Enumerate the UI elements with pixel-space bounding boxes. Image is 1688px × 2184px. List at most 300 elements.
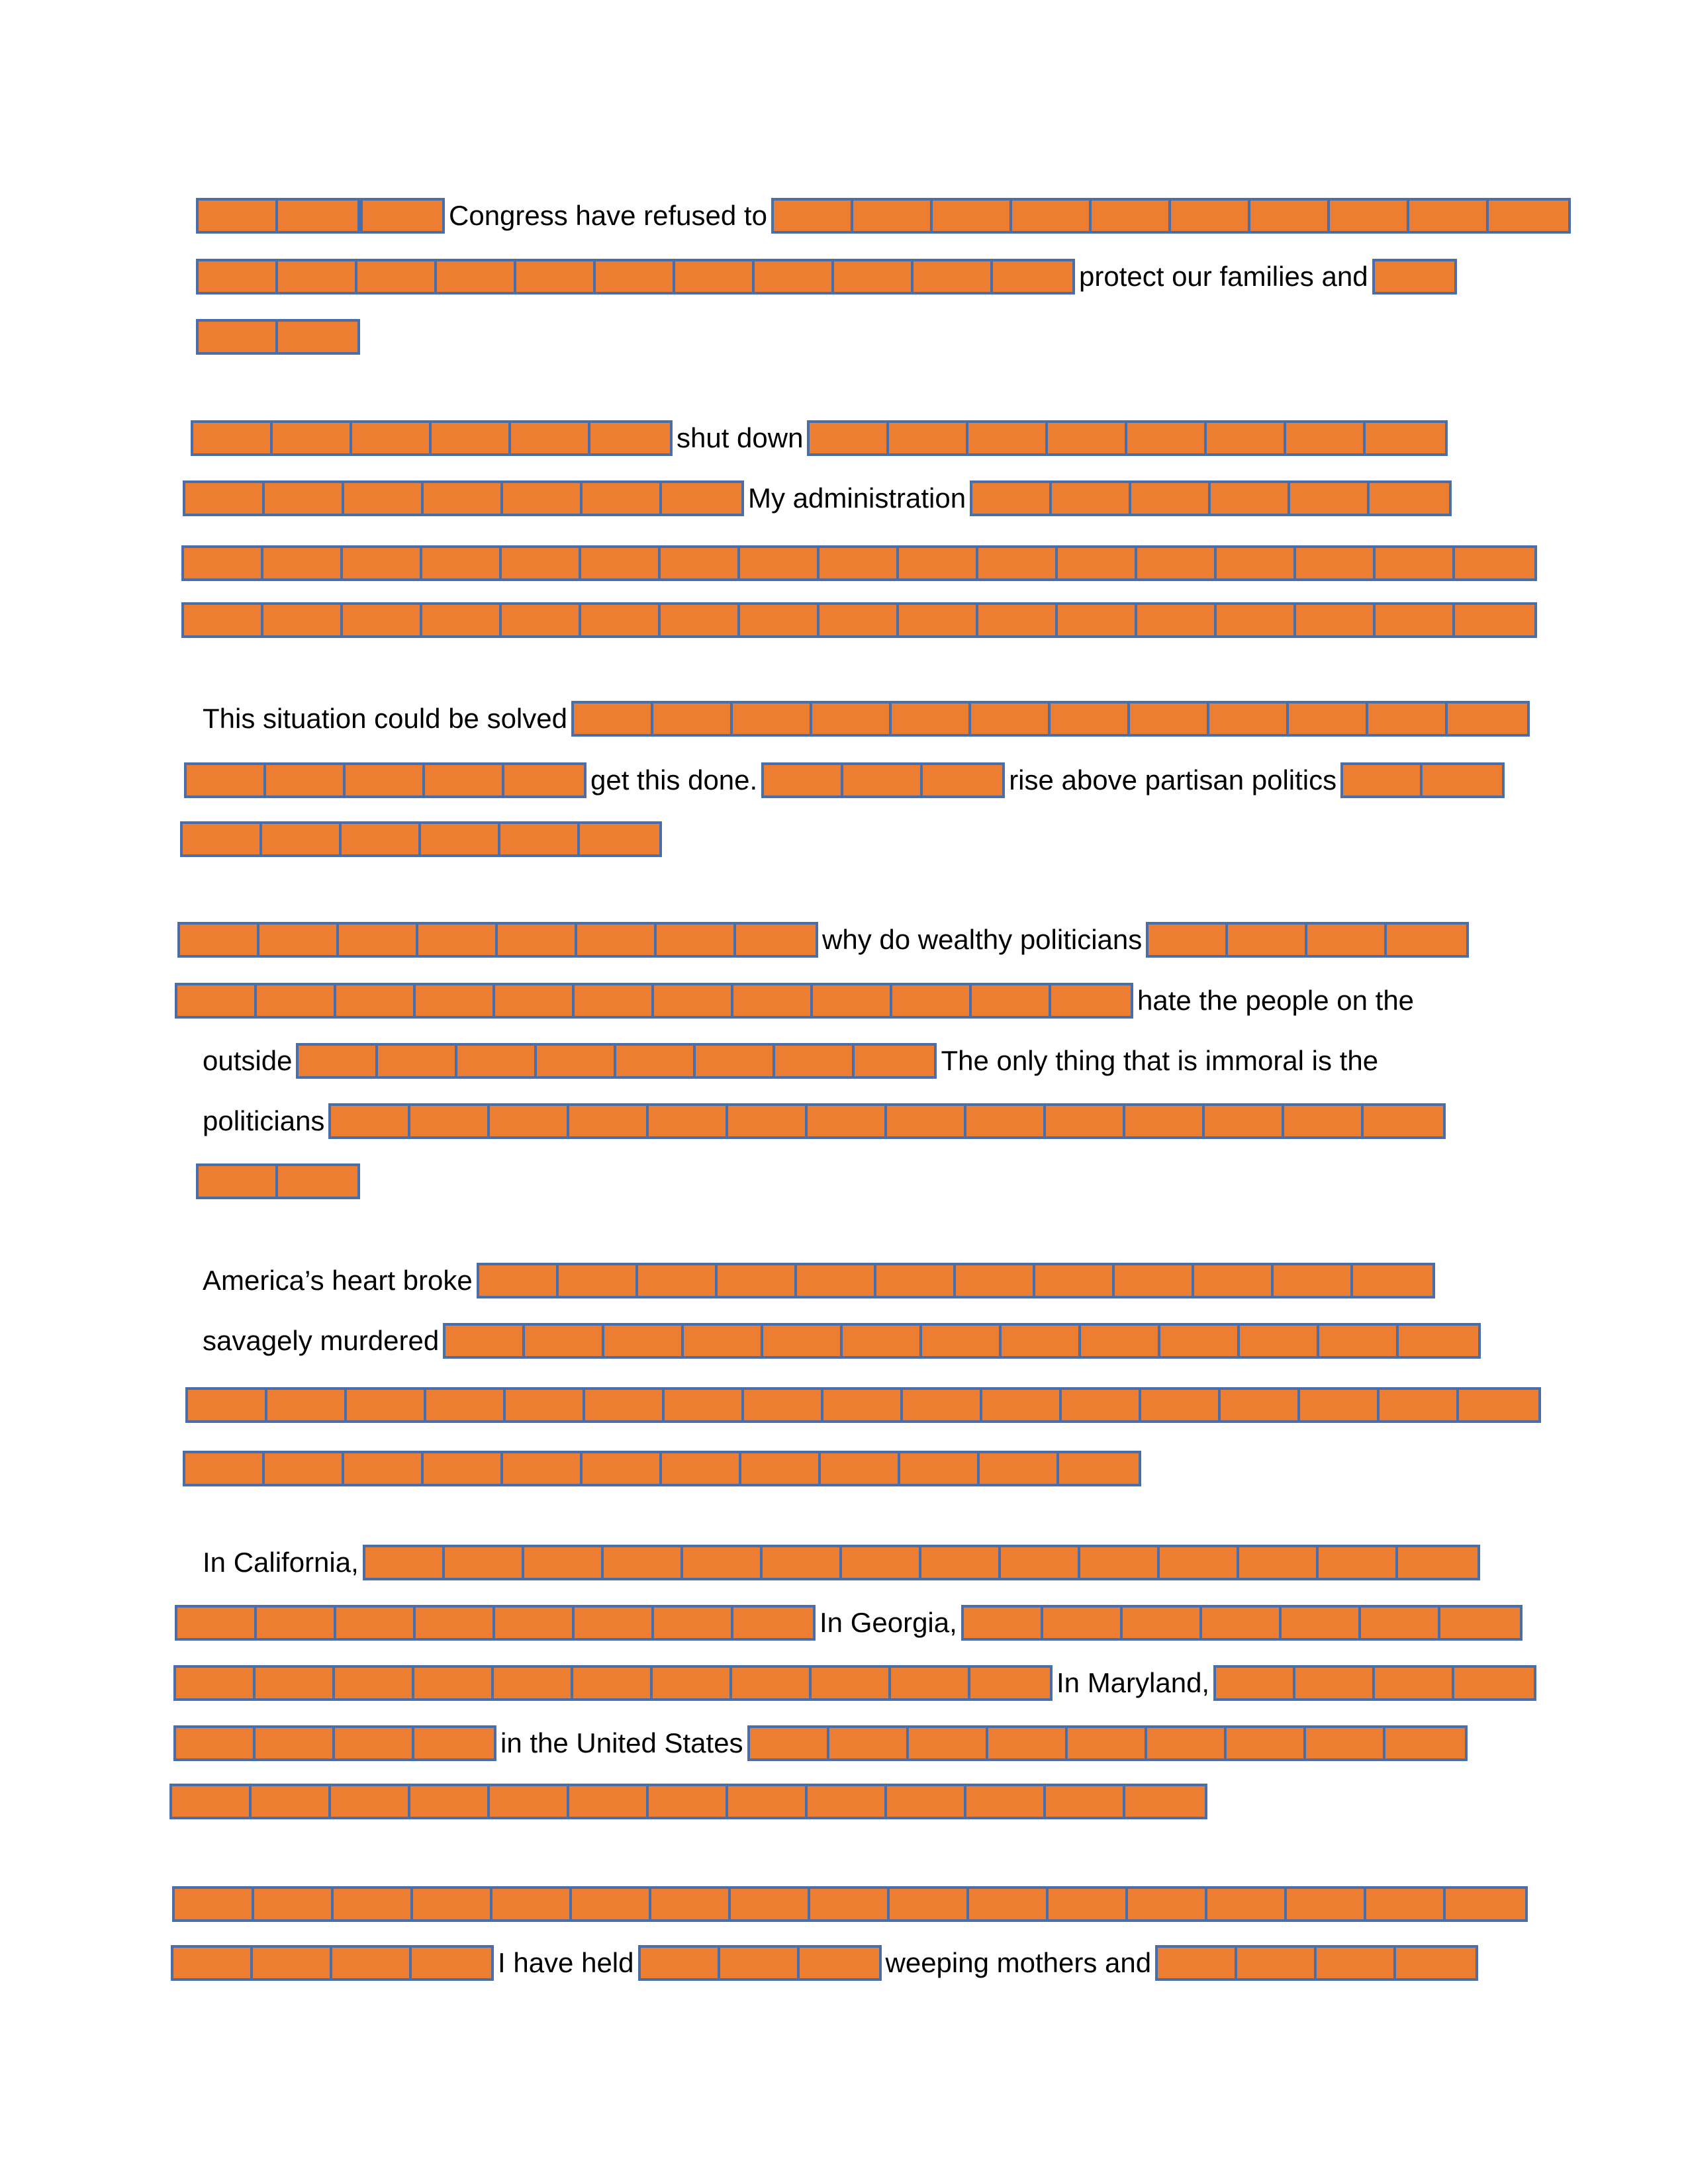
redaction-cell (347, 1390, 426, 1420)
redaction-cell (259, 925, 339, 955)
redaction-cell (176, 1728, 256, 1758)
redaction-cell (331, 1786, 410, 1817)
redaction-cell (1002, 1326, 1081, 1356)
redaction-cell (914, 261, 993, 292)
redaction-cell (524, 1547, 604, 1578)
redaction-cell (422, 548, 502, 578)
redaction-cell (922, 1326, 1002, 1356)
redaction-cell (1330, 201, 1409, 231)
redaction-cell (820, 605, 899, 635)
redaction-cell (662, 483, 741, 514)
document-line (199, 1042, 1382, 1080)
redaction-cell (718, 1265, 797, 1296)
redaction-cell (185, 483, 265, 514)
document-line (181, 544, 1537, 582)
redaction-cell (1137, 605, 1217, 635)
redaction-block (970, 480, 1452, 516)
redaction-cell (414, 1668, 494, 1698)
document-line (196, 197, 1571, 235)
redaction-cell (365, 1547, 445, 1578)
redaction-cell (1399, 1326, 1478, 1356)
redaction-block (477, 1263, 1435, 1298)
redaction-cell (572, 1889, 651, 1919)
redaction-cell (720, 1948, 800, 1978)
redaction-cell (653, 704, 733, 734)
document-line (199, 1261, 1435, 1300)
redaction-cell (299, 1046, 378, 1076)
redaction-cell (966, 1786, 1046, 1817)
redaction-cell (813, 985, 892, 1016)
redaction-block (196, 1163, 360, 1199)
document-line (184, 761, 1505, 799)
document-text: This situation could be solved (203, 703, 567, 734)
redaction-cell (334, 1889, 413, 1919)
redaction-cell (744, 1390, 823, 1420)
document-line (199, 700, 1530, 738)
redaction-block (175, 983, 1133, 1019)
redaction-cell (1001, 1547, 1080, 1578)
document-text: Congress have refused to (449, 200, 767, 231)
redaction-block (1372, 259, 1457, 295)
redaction-cell (675, 261, 755, 292)
redaction-cell (1051, 704, 1130, 734)
redaction-cell (596, 261, 675, 292)
redaction-cell (581, 605, 661, 635)
redaction-cell (331, 1106, 410, 1136)
redaction-cell (1290, 483, 1370, 514)
redaction-cell (363, 201, 442, 231)
redaction-cell (343, 605, 422, 635)
redaction-block (1146, 922, 1469, 958)
document-line (196, 257, 1457, 296)
document-text: The only thing that is immoral is the (941, 1045, 1379, 1076)
redaction-cell (344, 483, 424, 514)
redaction-cell (1207, 423, 1286, 453)
redaction-cell (1147, 1728, 1227, 1758)
redaction-cell (1287, 1889, 1366, 1919)
document-line (199, 1102, 1446, 1140)
redaction-cell (184, 605, 263, 635)
redaction-block (807, 420, 1448, 456)
redaction-cell (971, 704, 1051, 734)
redaction-cell (966, 1106, 1046, 1136)
redaction-cell (425, 765, 504, 796)
redaction-cell (495, 985, 575, 1016)
redaction-cell (1455, 605, 1534, 635)
document-text: In California, (203, 1547, 359, 1578)
redaction-cell (590, 423, 670, 453)
redaction-cell (199, 1166, 278, 1197)
redaction-cell (923, 765, 1002, 796)
redaction-cell (733, 985, 813, 1016)
redaction-cell (1052, 483, 1131, 514)
redaction-cell (1366, 1889, 1446, 1919)
redaction-cell (172, 1786, 252, 1817)
redaction-cell (1205, 1106, 1284, 1136)
redaction-cell (445, 1326, 525, 1356)
redaction-cell (1364, 1106, 1443, 1136)
redaction-cell (843, 765, 923, 796)
redaction-cell (1239, 1547, 1319, 1578)
redaction-block (181, 602, 1537, 638)
redaction-cell (537, 1046, 616, 1076)
redaction-cell (1217, 548, 1296, 578)
redaction-cell (1307, 925, 1387, 955)
redaction-block (761, 762, 1005, 798)
redaction-cell (808, 1106, 887, 1136)
document-text: protect our families and (1079, 261, 1368, 292)
redaction-cell (899, 605, 978, 635)
redaction-cell (1306, 1728, 1385, 1758)
redaction-block (443, 1323, 1481, 1359)
redaction-cell (1319, 1547, 1398, 1578)
document-line (181, 601, 1537, 639)
redaction-cell (1380, 1390, 1459, 1420)
redaction-cell (1058, 548, 1137, 578)
redaction-cell (502, 605, 581, 635)
redaction-block (171, 1945, 494, 1981)
redaction-cell (511, 423, 590, 453)
redaction-block (181, 545, 1537, 581)
redaction-block (196, 198, 360, 234)
redaction-cell (1123, 1608, 1202, 1638)
redaction-cell (336, 985, 416, 1016)
redaction-block (175, 1605, 816, 1641)
document-line (199, 1322, 1481, 1360)
redaction-cell (490, 1106, 569, 1136)
redaction-cell (581, 548, 661, 578)
redaction-cell (575, 1608, 654, 1638)
redaction-cell (569, 1106, 649, 1136)
redaction-cell (876, 1265, 956, 1296)
redaction-cell (378, 1046, 457, 1076)
redaction-block (173, 1725, 496, 1761)
redaction-cell (988, 1728, 1068, 1758)
redaction-cell (413, 1889, 492, 1919)
redaction-cell (1423, 765, 1502, 796)
redaction-cell (1343, 765, 1423, 796)
redaction-cell (416, 985, 495, 1016)
redaction-cell (263, 605, 343, 635)
redaction-cell (193, 423, 273, 453)
redaction-cell (968, 423, 1048, 453)
redaction-cell (177, 1608, 257, 1638)
redaction-cell (252, 1786, 331, 1817)
redaction-cell (1217, 605, 1296, 635)
redaction-cell (812, 1668, 891, 1698)
redaction-cell (426, 1390, 506, 1420)
redaction-cell (1216, 1668, 1295, 1698)
redaction-block (571, 701, 1530, 737)
redaction-cell (972, 985, 1051, 1016)
redaction-cell (978, 548, 1058, 578)
redaction-cell (173, 1948, 253, 1978)
redaction-cell (183, 824, 262, 854)
redaction-cell (343, 548, 422, 578)
redaction-cell (424, 483, 503, 514)
redaction-cell (1209, 704, 1289, 734)
redaction-cell (1237, 1948, 1317, 1978)
redaction-cell (585, 1390, 665, 1420)
redaction-cell (1051, 985, 1131, 1016)
redaction-cell (412, 1948, 491, 1978)
redaction-cell (909, 1728, 988, 1758)
redaction-block (363, 1545, 1480, 1580)
redaction-cell (1289, 704, 1368, 734)
redaction-cell (1300, 1390, 1380, 1420)
redaction-cell (188, 1390, 267, 1420)
redaction-block (183, 1451, 1141, 1486)
redaction-cell (1149, 925, 1228, 955)
document-text: America’s heart broke (203, 1265, 473, 1296)
redaction-cell (574, 704, 653, 734)
redaction-cell (184, 548, 263, 578)
redaction-cell (267, 1390, 347, 1420)
redaction-cell (1489, 201, 1568, 231)
redaction-cell (733, 704, 812, 734)
redaction-cell (1448, 704, 1527, 734)
document-text: hate the people on the (1137, 985, 1415, 1016)
redaction-cell (616, 1046, 696, 1076)
redaction-cell (177, 985, 257, 1016)
document-line (183, 1449, 1141, 1488)
redaction-cell (887, 1106, 966, 1136)
redaction-cell (1274, 1265, 1353, 1296)
redaction-cell (1296, 605, 1376, 635)
redaction-cell (266, 765, 346, 796)
redaction-block (180, 821, 662, 857)
redaction-cell (661, 605, 740, 635)
redaction-cell (336, 1608, 416, 1638)
redaction-cell (1130, 704, 1209, 734)
redaction-cell (335, 1728, 414, 1758)
redaction-cell (1396, 1948, 1476, 1978)
document-text: weeping mothers and (885, 1947, 1152, 1978)
redaction-cell (257, 1608, 336, 1638)
redaction-cell (187, 765, 266, 796)
redaction-cell (982, 1390, 1062, 1420)
redaction-cell (1454, 1668, 1534, 1698)
redaction-block (1213, 1665, 1536, 1701)
redaction-cell (278, 322, 357, 352)
document-text: get this done. (590, 764, 758, 796)
document-text: why do wealthy politicians (822, 924, 1143, 955)
redaction-cell (199, 261, 278, 292)
redaction-block (172, 1886, 1528, 1922)
redaction-cell (1282, 1608, 1361, 1638)
redaction-cell (1125, 1786, 1205, 1817)
redaction-cell (1250, 201, 1330, 231)
redaction-cell (525, 1326, 604, 1356)
redaction-cell (736, 925, 816, 955)
redaction-cell (1092, 201, 1171, 231)
redaction-cell (1012, 201, 1092, 231)
redaction-cell (1376, 548, 1455, 578)
redaction-cell (1284, 1106, 1364, 1136)
redaction-cell (1366, 423, 1445, 453)
redaction-cell (1080, 1547, 1160, 1578)
redaction-cell (740, 548, 820, 578)
redaction-cell (829, 1728, 909, 1758)
redaction-cell (342, 824, 421, 854)
redaction-cell (1398, 1547, 1477, 1578)
redaction-cell (892, 704, 971, 734)
redaction-cell (750, 1728, 829, 1758)
redaction-cell (903, 1390, 982, 1420)
redaction-cell (956, 1265, 1035, 1296)
redaction-cell (262, 824, 342, 854)
redaction-cell (843, 1326, 922, 1356)
redaction-cell (853, 201, 933, 231)
redaction-block (196, 259, 1075, 295)
redaction-cell (256, 1728, 335, 1758)
redaction-cell (1353, 1265, 1432, 1296)
redaction-cell (649, 1786, 728, 1817)
redaction-cell (479, 1265, 559, 1296)
redaction-cell (653, 1668, 732, 1698)
document-text: rise above partisan politics (1009, 764, 1337, 796)
redaction-cell (503, 483, 583, 514)
redaction-cell (665, 1390, 744, 1420)
redaction-cell (580, 824, 659, 854)
redaction-block (185, 1387, 1541, 1423)
redaction-cell (980, 1453, 1059, 1484)
redaction-cell (1160, 1547, 1239, 1578)
redaction-cell (559, 1265, 638, 1296)
redaction-cell (842, 1547, 921, 1578)
redaction-cell (933, 201, 1012, 231)
document-line (185, 1386, 1541, 1424)
document-text: politicians (203, 1105, 325, 1136)
redaction-cell (410, 1106, 490, 1136)
redaction-cell (1455, 548, 1534, 578)
document-line (177, 921, 1469, 959)
redaction-cell (418, 925, 498, 955)
document-text: shut down (677, 422, 804, 453)
redaction-cell (964, 1608, 1043, 1638)
document-text: savagely murdered (203, 1325, 440, 1356)
redaction-cell (278, 261, 357, 292)
redaction-cell (887, 1786, 966, 1817)
redaction-cell (498, 925, 577, 955)
redaction-cell (662, 1453, 741, 1484)
redaction-cell (1286, 423, 1366, 453)
redaction-cell (810, 1889, 890, 1919)
redaction-cell (1375, 261, 1454, 292)
document-line (169, 1782, 1207, 1821)
redaction-cell (335, 1668, 414, 1698)
redaction-cell (1046, 1106, 1125, 1136)
redaction-cell (900, 1453, 980, 1484)
redaction-cell (1409, 201, 1489, 231)
document-text: in the United States (500, 1727, 743, 1758)
redaction-cell (352, 423, 432, 453)
document-text: outside (203, 1045, 293, 1076)
redaction-cell (422, 605, 502, 635)
redaction-cell (812, 704, 892, 734)
redaction-cell (1158, 1948, 1237, 1978)
redaction-cell (176, 1668, 256, 1698)
redaction-cell (1068, 1728, 1147, 1758)
redaction-cell (855, 1046, 934, 1076)
redaction-cell (1171, 201, 1250, 231)
redaction-block (1155, 1945, 1478, 1981)
redaction-cell (1202, 1608, 1282, 1638)
redaction-cell (741, 1453, 821, 1484)
redaction-block (638, 1945, 882, 1981)
redaction-cell (1317, 1948, 1396, 1978)
redaction-cell (1296, 548, 1376, 578)
document-text: In Maryland, (1056, 1667, 1210, 1698)
redaction-cell (604, 1326, 684, 1356)
redaction-cell (577, 925, 657, 955)
redaction-cell (1240, 1326, 1319, 1356)
redaction-cell (1194, 1265, 1274, 1296)
redaction-cell (921, 1547, 1001, 1578)
redaction-cell (797, 1265, 876, 1296)
redaction-cell (346, 765, 425, 796)
redaction-cell (506, 1390, 585, 1420)
redaction-cell (763, 1547, 842, 1578)
redaction-cell (494, 1668, 573, 1698)
redaction-cell (502, 548, 581, 578)
document-line (173, 1724, 1468, 1762)
redaction-cell (740, 605, 820, 635)
redaction-cell (416, 1608, 495, 1638)
document-line (173, 1664, 1536, 1702)
redaction-cell (1058, 605, 1137, 635)
redaction-cell (445, 1547, 524, 1578)
redaction-cell (755, 261, 834, 292)
redaction-block (771, 198, 1571, 234)
redaction-cell (1211, 483, 1290, 514)
redaction-cell (890, 1889, 969, 1919)
redaction-cell (437, 261, 516, 292)
redaction-cell (1141, 1390, 1221, 1420)
redaction-cell (810, 423, 889, 453)
redaction-cell (696, 1046, 775, 1076)
redaction-cell (1125, 1106, 1205, 1136)
redaction-cell (1446, 1889, 1525, 1919)
redaction-cell (357, 261, 437, 292)
document-line (175, 1604, 1523, 1642)
redaction-cell (265, 483, 344, 514)
redaction-cell (800, 1948, 879, 1978)
redaction-cell (820, 548, 899, 578)
redaction-cell (1319, 1326, 1399, 1356)
redaction-cell (763, 1326, 843, 1356)
redaction-cell (1043, 1608, 1123, 1638)
redaction-cell (1370, 483, 1449, 514)
redaction-cell (970, 1668, 1050, 1698)
redaction-cell (651, 1889, 731, 1919)
redaction-cell (764, 765, 843, 796)
redaction-cell (583, 483, 662, 514)
document-line (172, 1885, 1528, 1923)
redaction-cell (899, 548, 978, 578)
redaction-cell (969, 1889, 1049, 1919)
document-line (171, 1944, 1478, 1982)
document-line (199, 1543, 1480, 1582)
document-line (196, 1162, 360, 1201)
redaction-cell (263, 548, 343, 578)
redaction-cell (1160, 1326, 1240, 1356)
redaction-cell (457, 1046, 537, 1076)
redaction-cell (657, 925, 736, 955)
redaction-cell (661, 548, 740, 578)
redaction-cell (256, 1668, 335, 1698)
redaction-cell (1376, 605, 1455, 635)
